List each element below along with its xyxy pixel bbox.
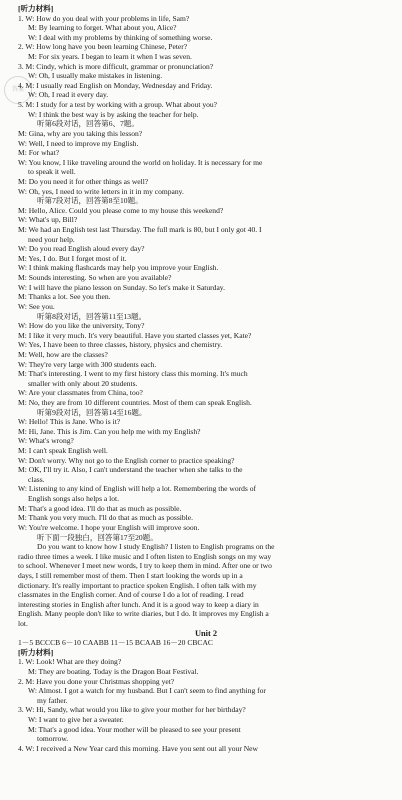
text-line: W: I will have the piano lesson on Sunday. So let's make it Saturday. <box>18 282 225 292</box>
section-label: [听力材料] <box>18 647 54 657</box>
document-content <box>18 4 394 754</box>
text-line: W: See you. <box>18 301 55 311</box>
text-line: 听下面一段独白，回答第17至20题。 <box>37 532 158 542</box>
text-line: M: OK, I'll try it. Also, I can't understand the teacher when she talks to the <box>18 465 243 475</box>
text-line: M: We had an English test last Thursday. The full mark is 80, but I only got 40. I <box>18 225 262 235</box>
text-line: 听第8段对话，回答第11至13题。 <box>37 311 147 321</box>
text-line: 2. W: How long have you been learning Chinese, Peter? <box>18 42 188 52</box>
text-line: 5. M: I study for a test by working with a group. What about you? <box>18 100 217 110</box>
text-line: W: Don't worry. Why not go to the English corner to practice speaking? <box>18 455 235 465</box>
text-line: class. <box>28 474 45 484</box>
text-line: M: I can't speak English well. <box>18 446 108 456</box>
text-line: tomorrow. <box>37 734 69 744</box>
text-line: M: That's a good idea. Your mother will be pleased to see your present <box>28 724 241 734</box>
text-line: 听第6段对话，回答第6、7题。 <box>37 119 139 129</box>
text-line: W: What's up, Bill? <box>18 215 78 225</box>
text-line: M: Sounds interesting. So when are you available? <box>18 273 172 283</box>
text-line: Do you want to know how I study English? I listen to English programs on the <box>37 542 275 552</box>
text-line: W: I think the best way is by asking the teacher for help. <box>28 109 199 119</box>
text-line: W: Listening to any kind of English will help a lot. Remembering the words of <box>18 484 257 494</box>
text-line: lot. <box>18 619 28 628</box>
text-line: my father. <box>37 695 68 705</box>
text-line: W: Yes, I have been to three classes, history, physics and chemistry. <box>18 340 223 350</box>
text-line: W: What's wrong? <box>18 436 74 446</box>
text-line: 1. W: How do you deal with your problems in life, Sam? <box>18 13 190 23</box>
text-line: 听第9段对话，回答第14至16题。 <box>37 407 147 417</box>
text-line: M: Yes, I do. But I forget most of it. <box>18 253 127 263</box>
text-line: smaller with only about 20 students. <box>28 378 138 388</box>
watermark-stamp-icon: 答案 <box>4 76 32 104</box>
text-line: W: I think making flashcards may help you improve your English. <box>18 263 219 273</box>
text-line: W: Hello! This is Jane. Who is it? <box>18 417 121 427</box>
text-line: M: They are boating. Today is the Dragon Boat Festival. <box>28 667 199 677</box>
text-line: interesting stories in English after lunch. And it is a good way to keep a diary in <box>18 599 259 609</box>
text-line: 4. M: I usually read English on Monday, Wednesday and Friday. <box>18 80 213 90</box>
text-line: 1－5 BCCCB 6－10 CAABB 11－15 BCAAB 16－20 CBCAC <box>18 638 213 648</box>
text-line: 1. W: Look! What are they doing? <box>18 657 122 667</box>
text-line: W: Well, I need to improve my English. <box>18 138 139 148</box>
unit-heading: Unit 2 <box>194 628 218 638</box>
text-line: dictionary. It's really important to practice spoken English. I often talk with my <box>18 580 257 590</box>
text-line: W: You're welcome. I hope your English will improve soon. <box>18 522 200 532</box>
text-line: 4. W: I received a New Year card this morning. Have you sent out all your New <box>18 743 258 753</box>
text-line: M: For six years. I began to learn it when I was seven. <box>28 52 192 62</box>
text-line: W: Do you read English aloud every day? <box>18 244 145 254</box>
text-line: W: Oh, yes, I need to write letters in it in my company. <box>18 186 184 196</box>
text-line: days, I still remember most of them. Then I start looking the words up in a <box>18 570 243 580</box>
text-line: radio three times a week. I like music and I often listen to English songs on my way <box>18 551 272 561</box>
text-line: M: I like it very much. It's very beautiful. Have you started classes yet, Kate? <box>18 330 252 340</box>
page-edge <box>0 790 402 800</box>
text-line: W: Oh, I usually make mistakes in listening. <box>28 71 163 81</box>
text-line: to school. Whenever I meet new words, I try to keep them in mind. After one or two <box>18 561 272 571</box>
text-line: M: Gina, why are you taking this lesson? <box>18 128 143 138</box>
section-label: [听力材料] <box>18 4 54 13</box>
text-line: need your help. <box>28 234 75 244</box>
text-line: W: Almost. I got a watch for my husband. But I can't seem to find anything for <box>28 686 266 696</box>
text-line: W: They're very large with 300 students each. <box>18 359 157 369</box>
text-line: 3. M: Cindy, which is more difficult, grammar or pronunciation? <box>18 61 214 71</box>
text-line: M: Hi, Jane. This is Jim. Can you help me with my English? <box>18 426 201 436</box>
text-line: W: Oh, I read it every day. <box>28 90 109 100</box>
text-line: M: That's interesting. I went to my first history class this morning. It's much <box>18 369 248 379</box>
text-line: English. Many people don't like to write diaries, but I do. It improves my English a <box>18 609 269 619</box>
text-line: 3. W: Hi, Sandy, what would you like to give your mother for her birthday? <box>18 705 246 715</box>
text-line: classmates in the English corner. And of course I do a lot of reading. I read <box>18 590 244 600</box>
text-line: W: How do you like the university, Tony? <box>18 321 145 331</box>
text-line: M: That's a good idea. I'll do that as much as possible. <box>18 503 182 513</box>
text-line: 听第7段对话，回答第8至10题。 <box>37 196 143 206</box>
text-line: M: Hello, Alice. Could you please come to my house this weekend? <box>18 205 224 215</box>
text-line: M: Thanks a lot. See you then. <box>18 292 111 302</box>
text-line: M: No, they are from 10 different countries. Most of them can speak English. <box>18 397 252 407</box>
text-line: W: Are your classmates from China, too? <box>18 388 143 398</box>
text-line: M: Thank you very much. I'll do that as much as possible. <box>18 513 193 523</box>
text-line: to speak it well. <box>28 167 76 177</box>
text-line: M: Do you need it for other things as well? <box>18 176 149 186</box>
text-line: M: By learning to forget. What about you, Alice? <box>28 23 177 33</box>
text-line: English songs also helps a lot. <box>28 494 119 504</box>
text-line: W: I want to give her a sweater. <box>28 715 124 725</box>
text-line: W: You know, I like traveling around the world on holiday. It is necessary for me <box>18 157 263 167</box>
text-line: W: I deal with my problems by thinking of something worse. <box>28 32 213 42</box>
text-line: 2. M: Have you done your Christmas shopping yet? <box>18 676 175 686</box>
text-line: M: Well, how are the classes? <box>18 349 108 359</box>
text-line: M: For what? <box>18 148 60 158</box>
